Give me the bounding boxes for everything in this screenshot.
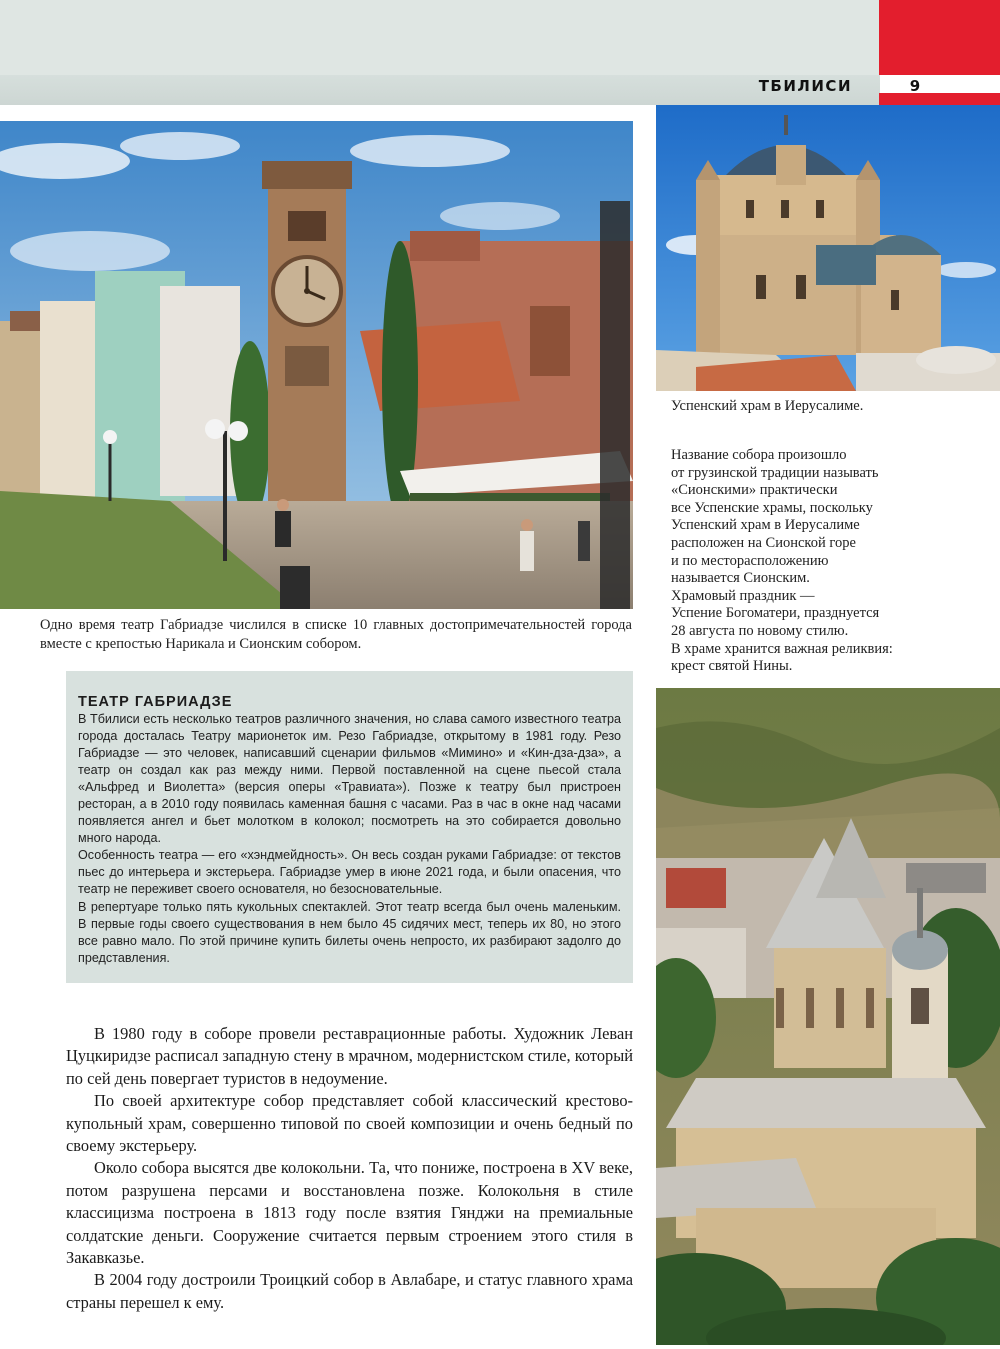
body-paragraph: По своей архитектуре собор представляет собой классический крестово-купольный храм, совершенно типовой по своей композиции и очень бедный по своему экстерьеру. <box>66 1091 633 1156</box>
gabriadze-theatre-photo <box>0 121 633 609</box>
article-body <box>66 1023 633 1314</box>
header-band <box>0 0 880 75</box>
gabriadze-theatre-box <box>66 671 633 983</box>
box-title: ТЕАТР ГАБРИАДЗЕ <box>78 694 233 710</box>
sidenote-text: Название собора произошло от грузинской традиции называть «Сионскими» практически все Успенские храмы, поскольку Успенский храм в Иерусалиме расположен на Сионской горе и по месторасположению называется Сионским. Храмовый праздник — Успение Богоматери, празднуется 28 августа по новому стилю. В храме хранится важная реликвия: крест святой Нины. <box>671 447 893 675</box>
header-accent-block <box>879 0 1000 75</box>
jerusalem-photo-caption: Успенский храм в Иерусалиме. <box>671 398 864 414</box>
main-photo-caption: Одно время театр Габриадзе числился в списке 10 главных достопримечательностей города вместе с крепостью Нарикала и Сионским собором. <box>40 617 632 652</box>
sion-cathedral-sidenote <box>671 447 921 676</box>
box-paragraph: В Тбилиси есть несколько театров различного значения, но слава самого известного театра города досталась Театру марионеток им. Резо Габриадзе, открытому в 1981 году. Резо Габриадзе — это человек, написавший сценарии фильмов «Мимино» и «Кин-дза-дза», а театр он создал как раз между ними. Первой поставленной на сцене пьесой стала «Альфред и Виолетта» (версия оперы «Травиата»). Позже к театру был пристроен ресторан, а в 2010 году появилась каменная башня с часами. Раз в час в окне над часами появляется ангел и бьет молотком в колокол; посмотреть на это собирается довольно много народа. <box>78 712 621 846</box>
sion-cathedral-photo <box>656 688 1000 1345</box>
box-paragraph: В репертуаре только пять кукольных спектаклей. Этот театр всегда был очень маленьким. В первые годы своего существования в нем было 45 сидячих мест, теперь их 80, но этого все равно мало. По этой причине купить билеты очень непросто, их разбирают задолго до представления. <box>78 899 621 965</box>
page-number: 9 <box>909 77 921 95</box>
running-title: ТБИЛИСИ <box>758 77 852 95</box>
box-text <box>78 711 621 967</box>
box-paragraph: Особенность театра — его «хэндмейдность». Он весь создан руками Габриадзе: от текстов пьес до интерьера и экстерьера. Габриадзе умер в июне 2021 года, и были опасения, что театр не переживет своего основателя, но безосновательные. <box>78 848 621 897</box>
jerusalem-dormition-church-photo <box>656 105 1000 391</box>
body-paragraph: В 1980 году в соборе провели реставрационные работы. Художник Леван Цуцкиридзе расписал западную стену в мрачном, модернистском стиле, который по сей день повергает туристов в недоумение. <box>66 1024 633 1088</box>
body-paragraph: В 2004 году достроили Троицкий собор в Авлабаре, и статус главного храма страны перешел к ему. <box>66 1270 633 1312</box>
body-paragraph: Около собора высятся две колокольни. Та, что пониже, построена в XV веке, потом разрушена персами и восстановлена позже. Колокольня в стиле классицизма построена в 1813 году после взятия Гянджи на премиальные солдатские деньги. Сооружение считается первым строением этого стиля в Закавказье. <box>66 1158 633 1268</box>
